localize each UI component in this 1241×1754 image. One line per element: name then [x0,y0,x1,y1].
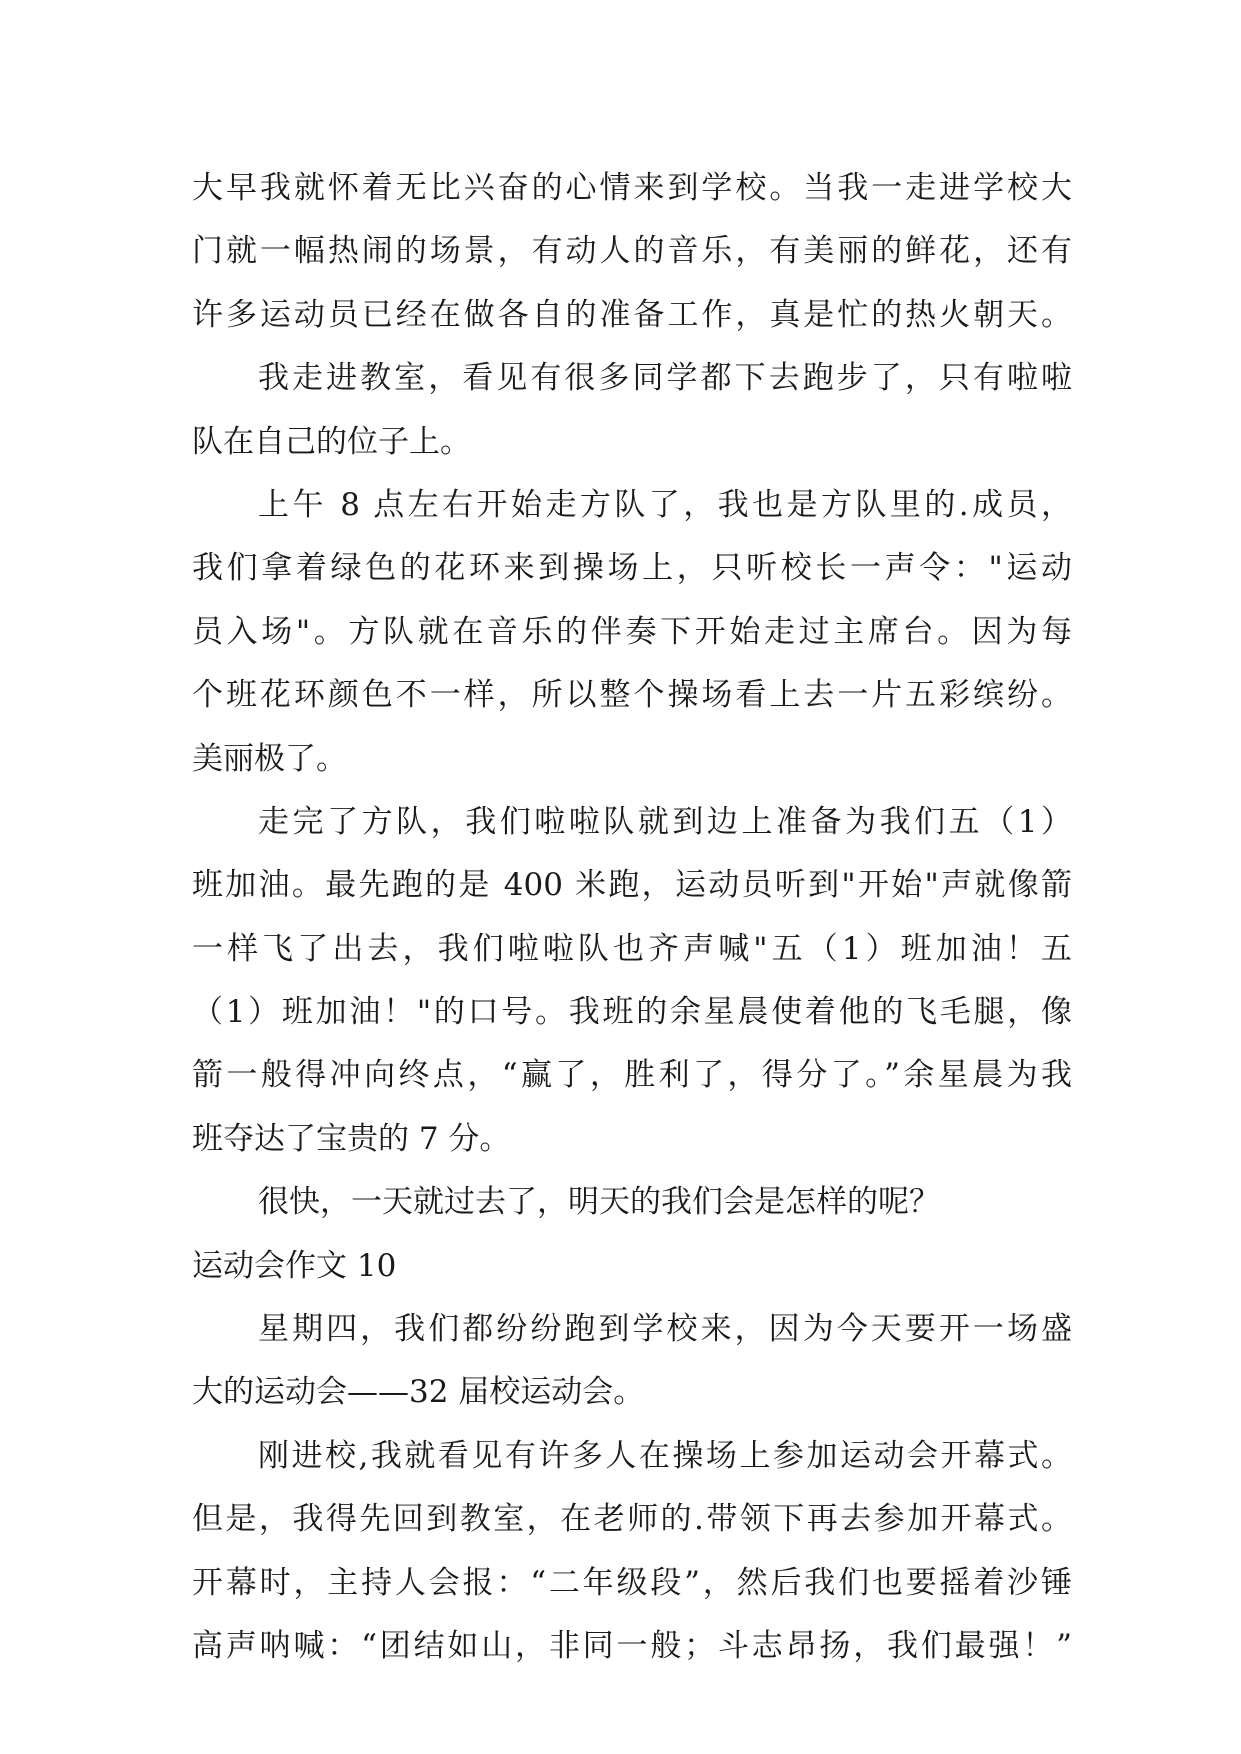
section-heading: 运动会作文 10 [192,1247,397,1284]
text-line: 一样飞了出去，我们啦啦队也齐声喊"五（1）班加油！五 [192,930,1072,967]
text-line: 刚进校,我就看见有许多人在操场上参加运动会开幕式。 [258,1437,1072,1474]
text-line: 星期四，我们都纷纷跑到学校来，因为今天要开一场盛 [258,1311,1072,1348]
text-line: 大的运动会——32 届校运动会。 [192,1374,645,1411]
text-line: 队在自己的位子上。 [192,423,471,460]
text-line: （1）班加油！"的口号。我班的余星晨使着他的飞毛腿，像 [192,994,1072,1031]
text-line: 走完了方队，我们啦啦队就到边上准备为我们五（1） [258,803,1072,840]
text-line: 很快，一天就过去了，明天的我们会是怎样的呢？ [258,1184,940,1221]
text-line: 班夺达了宝贵的 7 分。 [192,1120,511,1157]
text-line: 门就一幅热闹的场景，有动人的音乐，有美丽的鲜花，还有 [192,233,1072,270]
text-line: 开幕时，主持人会报：“二年级段”，然后我们也要摇着沙锤 [192,1564,1072,1601]
text-line: 我走进教室，看见有很多同学都下去跑步了，只有啦啦 [258,360,1072,397]
essay-body [192,157,1072,1678]
text-line: 许多运动员已经在做各自的准备工作，真是忙的热火朝天。 [192,296,1072,333]
text-line: 但是，我得先回到教室，在老师的.带领下再去参加开幕式。 [192,1501,1072,1538]
text-line: 员入场"。方队就在音乐的伴奏下开始走过主席台。因为每 [192,613,1072,650]
text-line: 上午 8 点左右开始走方队了，我也是方队里的.成员， [258,486,1072,523]
text-line: 个班花环颜色不一样，所以整个操场看上去一片五彩缤纷。 [192,677,1072,714]
text-line: 班加油。最先跑的是 400 米跑，运动员听到"开始"声就像箭 [192,867,1072,904]
text-line: 箭一般得冲向终点，“赢了，胜利了，得分了。”余星晨为我 [192,1057,1072,1094]
text-line: 大早我就怀着无比兴奋的心情来到学校。当我一走进学校大 [192,170,1072,206]
text-line: 美丽极了。 [192,740,347,777]
text-line: 我们拿着绿色的花环来到操场上，只听校长一声令："运动 [192,550,1072,587]
text-line: 高声呐喊：“团结如山，非同一般；斗志昂扬，我们最强！” [192,1627,1072,1664]
